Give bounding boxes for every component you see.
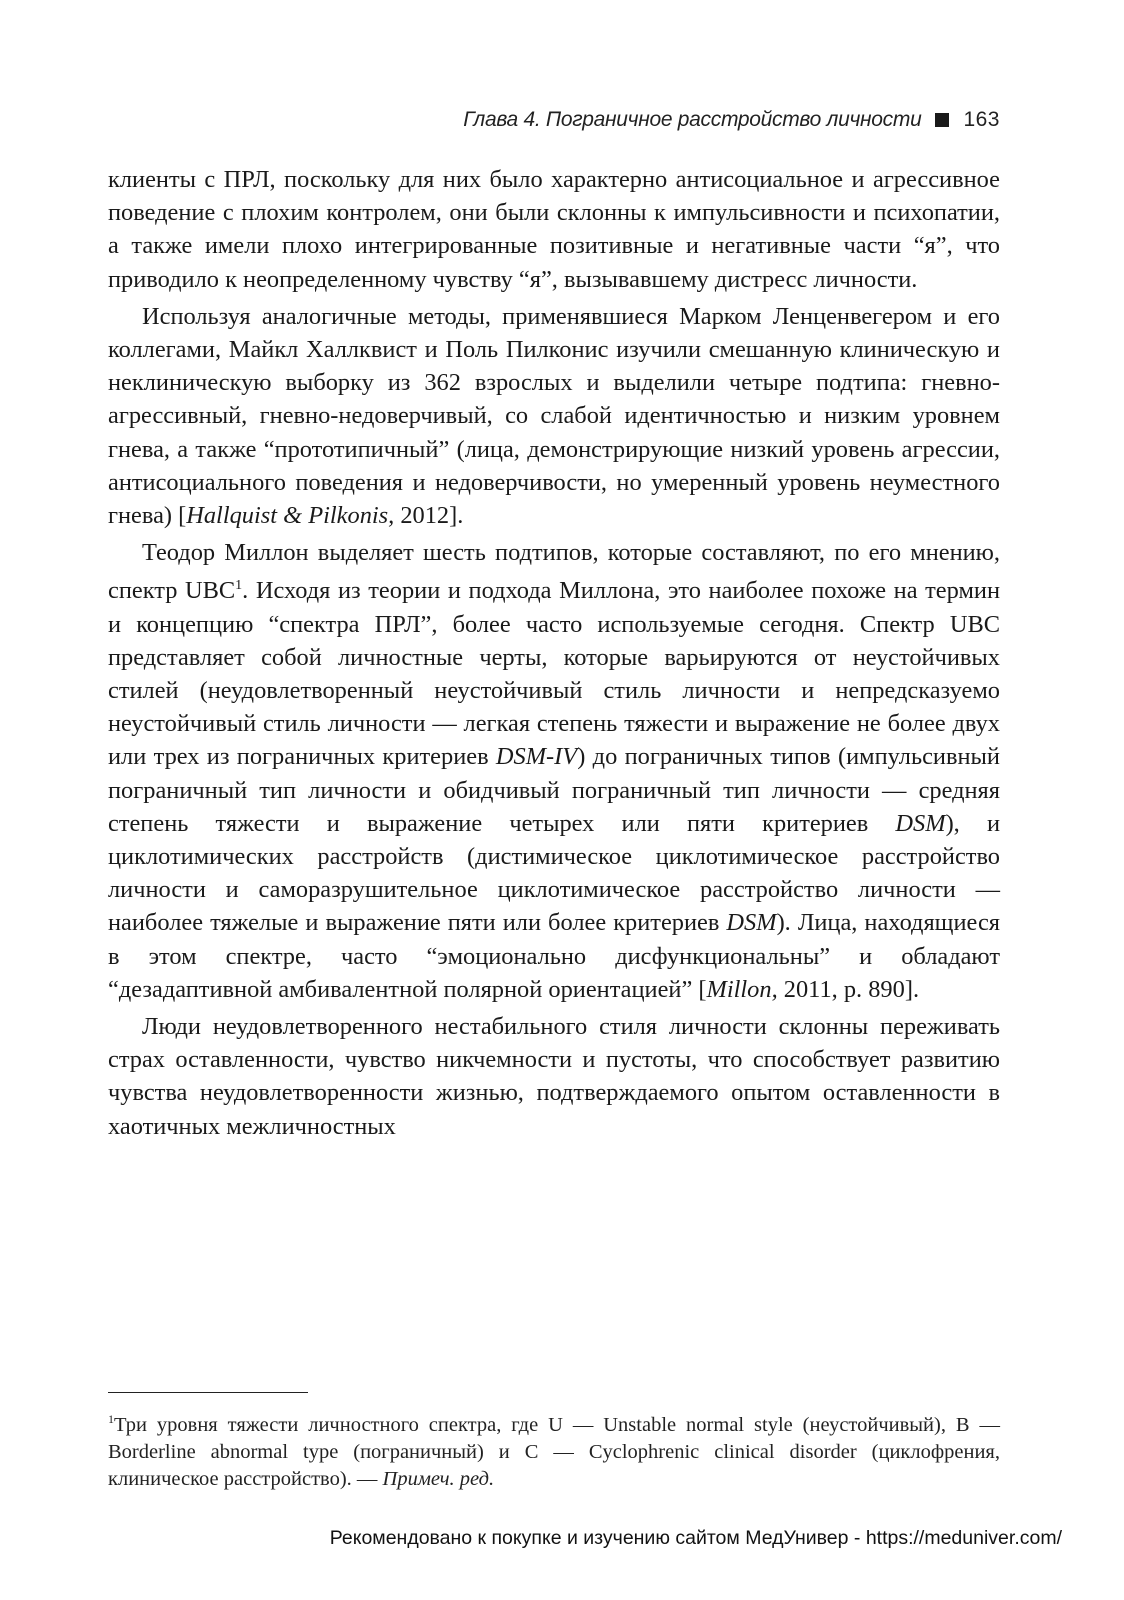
paragraph-2-text: Используя аналогичные методы, применявшиеся Марком Ленценвегером и его коллегами, Майкл Халлквист и Поль Пилконис изучили смешанную клиническую и неклиническую выборку из 362 взрослых и выделили четыре подтипа: гневно-агрессивный, гневно-недоверчивый, со слабой идентичностью и низким уровнем гнева, а также “прототипичный” (лица, демонстрирующие низкий уровень агрессии, антисоциального поведения и недоверчивости, но умеренный уровень неуместного гнева) [ — [108, 302, 1000, 530]
paragraph-3-part-b: . Исходя из теории и подхода Миллона, это наиболее похоже на термин и концепцию “спектра ПРЛ”, более часто используемые сегодня. Спектр UBC представляет собой личностные черты, которые варьируются от неустойчивых стилей (неудовлетворенный неустойчивый стиль личности и непредсказуемо неустойчивый стиль личности — легкая степень тяжести и выражение не более двух или трех из пограничных критериев — [108, 577, 1000, 771]
watermark-text: Рекомендовано к покупке и изучению сайтом МедУнивер - https://meduniver.com/ — [329, 1527, 1062, 1549]
paragraph-1: клиенты с ПРЛ, поскольку для них было характерно антисоциальное и агрессивное поведение с плохим контролем, они были склонны к импульсивности и психопатии, а также имели плохо интегрированные позитивные и негативные части “я”, что приводило к неопределенному чувству “я”, вызывавшему дистресс личности. — [108, 166, 1000, 293]
paragraph-2 — [108, 300, 1000, 532]
paragraph-3-part-e: ). Лица, находящиеся в этом спектре, часто “эмоционально дисфункциональны” и обладают “дезадаптивной амбивалентной полярной ориентацией” [ — [108, 909, 1000, 1003]
page-number: 163 — [963, 108, 1000, 131]
paragraph-3-part-d: ), и циклотимических расстройств (дистимическое циклотимическое расстройство личности и саморазрушительное циклотимическое расстройство личности — наиболее тяжелые и выражение пяти или более критериев — [108, 809, 1000, 937]
footnote-number: 1 — [108, 1412, 114, 1426]
book-page — [108, 0, 1000, 1600]
paragraph-2-tail: 2012]. — [394, 502, 464, 530]
footnote — [108, 1406, 1000, 1493]
footnote-text: Три уровня тяжести личностного спектра, где U — Unstable normal style (неустойчивый), B — Borderline abnormal type (пограничный) и C — Cyclophrenic clinical disorder (циклофрения, клиническое расстройство). — — [108, 1414, 1000, 1490]
paragraph-3-part-f: 2011, p. 890]. — [777, 975, 920, 1003]
editor-note: Примеч. ред. — [382, 1468, 495, 1490]
term-dsm-1: DSM — [895, 809, 946, 837]
paragraph-3 — [108, 536, 1000, 1006]
square-bullet-icon — [935, 113, 949, 127]
paragraph-4: Люди неудовлетворенного нестабильного стиля личности склонны переживать страх оставленности, чувство никчемности и пустоты, что способствует развитию чувства неудовлетворенности жизнью, подтверждаемого опытом оставленности в хаотичных межличностных — [108, 1013, 1000, 1140]
footnote-divider — [108, 1392, 308, 1393]
term-dsm-iv: DSM-IV — [495, 743, 578, 771]
citation-millon: Millon, — [706, 975, 778, 1003]
paragraph-3-part-a: Теодор Миллон выделяет шесть подтипов, которые составляют, по его мнению, спектр UBC — [108, 539, 1000, 605]
citation-hallquist: Hallquist & Pilkonis, — [186, 502, 395, 530]
footnote-mark: 1 — [235, 578, 243, 594]
running-head — [463, 108, 1000, 132]
chapter-title: Глава 4. Пограничное расстройство личности — [463, 108, 922, 131]
paragraph-3-part-c: ) до пограничных типов (импульсивный пограничный тип личности и обидчивый пограничный тип личности — средняя степень тяжести и выражение четырех или пяти критериев — [108, 743, 1000, 837]
body-text — [108, 163, 1000, 1147]
term-dsm-2: DSM — [726, 909, 777, 937]
